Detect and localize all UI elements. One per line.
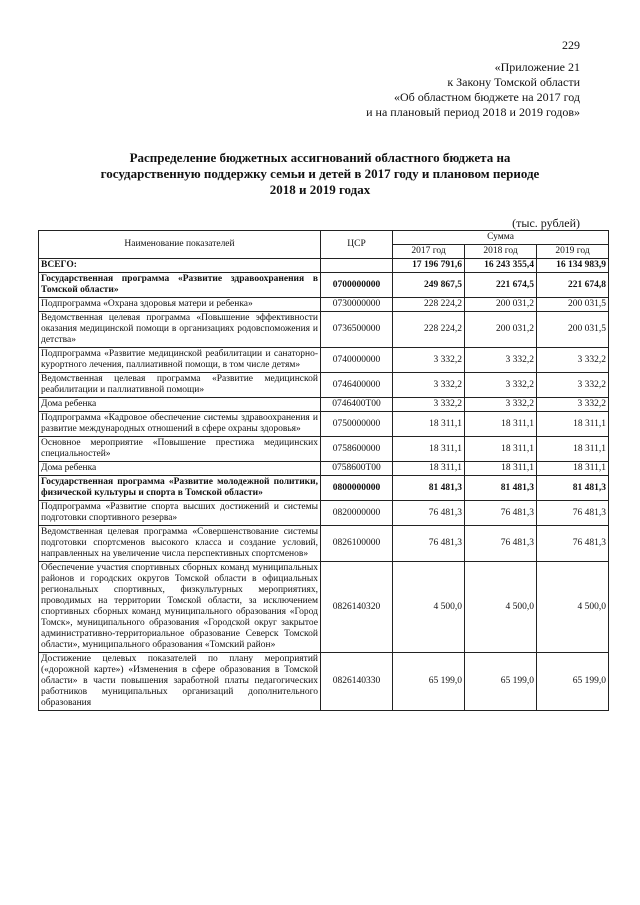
header-code: ЦСР bbox=[321, 231, 393, 259]
row-value-2018: 3 332,2 bbox=[465, 398, 537, 412]
table-row bbox=[39, 653, 609, 711]
header-name: Наименование показателей bbox=[39, 231, 321, 259]
row-value-2017: 18 311,1 bbox=[393, 412, 465, 437]
row-code: 0750000000 bbox=[321, 412, 393, 437]
row-value-2018: 200 031,2 bbox=[465, 312, 537, 348]
row-value-2018: 3 332,2 bbox=[465, 373, 537, 398]
row-value-2019: 76 481,3 bbox=[537, 501, 609, 526]
row-value-2019: 3 332,2 bbox=[537, 398, 609, 412]
row-code bbox=[321, 259, 393, 273]
row-value-2019: 65 199,0 bbox=[537, 653, 609, 711]
row-value-2018: 81 481,3 bbox=[465, 476, 537, 501]
row-name: Дома ребенка bbox=[39, 462, 321, 476]
row-value-2017: 17 196 791,6 bbox=[393, 259, 465, 273]
row-code: 0758600Т00 bbox=[321, 462, 393, 476]
row-value-2019: 3 332,2 bbox=[537, 348, 609, 373]
row-value-2019: 200 031,5 bbox=[537, 298, 609, 312]
row-name: Ведомственная целевая программа «Развитие медицинской реабилитации и паллиативной помощи» bbox=[39, 373, 321, 398]
row-value-2019: 16 134 983,9 bbox=[537, 259, 609, 273]
row-code: 0800000000 bbox=[321, 476, 393, 501]
row-name: Государственная программа «Развитие здравоохранения в Томской области» bbox=[39, 273, 321, 298]
row-code: 0700000000 bbox=[321, 273, 393, 298]
row-code: 0826140330 bbox=[321, 653, 393, 711]
table-row bbox=[39, 562, 609, 653]
table-row bbox=[39, 526, 609, 562]
row-value-2017: 3 332,2 bbox=[393, 373, 465, 398]
table-row bbox=[39, 437, 609, 462]
table-row bbox=[39, 462, 609, 476]
row-code: 0746400Т00 bbox=[321, 398, 393, 412]
row-value-2019: 18 311,1 bbox=[537, 462, 609, 476]
row-code: 0820000000 bbox=[321, 501, 393, 526]
row-name: Подпрограмма «Охрана здоровья матери и ребенка» bbox=[39, 298, 321, 312]
appendix-line: «Приложение 21 bbox=[494, 60, 580, 74]
row-name: Подпрограмма «Развитие спорта высших достижений и системы подготовки спортивного резерва» bbox=[39, 501, 321, 526]
row-value-2017: 76 481,3 bbox=[393, 501, 465, 526]
row-name: Подпрограмма «Развитие медицинской реабилитации и санаторно-курортного лечения, паллиативной помощи, в том числе детям» bbox=[39, 348, 321, 373]
row-value-2019: 76 481,3 bbox=[537, 526, 609, 562]
row-value-2017: 4 500,0 bbox=[393, 562, 465, 653]
row-name: Обеспечение участия спортивных сборных команд муниципальных районов и городских округов Томской области в официальных региональных спортивных, физкультурных мероприятиях, проводимых на территории Томской области, за исключением спортивных сборных команд муниципального образования «Город Томск», муниципального образования «Городской округ закрытое административно-территориальное образование Северск Томской области», муниципального образования «Томский район» bbox=[39, 562, 321, 653]
row-name: Достижение целевых показателей по плану мероприятий («дорожной карте») «Изменения в сфере образования в Томской области» в части повышения заработной платы педагогических работников муниципальных организаций дополнительного образования bbox=[39, 653, 321, 711]
table-row bbox=[39, 348, 609, 373]
appendix-reference bbox=[366, 60, 580, 120]
header-2019: 2019 год bbox=[537, 245, 609, 259]
row-value-2017: 18 311,1 bbox=[393, 437, 465, 462]
row-value-2017: 65 199,0 bbox=[393, 653, 465, 711]
appendix-line: «Об областном бюджете на 2017 год bbox=[394, 90, 580, 104]
row-name: Дома ребенка bbox=[39, 398, 321, 412]
row-name: Государственная программа «Развитие молодежной политики, физической культуры и спорта в Томской области» bbox=[39, 476, 321, 501]
row-value-2019: 3 332,2 bbox=[537, 373, 609, 398]
document-title bbox=[60, 150, 580, 198]
row-value-2018: 221 674,5 bbox=[465, 273, 537, 298]
title-line: 2018 и 2019 годах bbox=[269, 182, 371, 197]
row-name: Основное мероприятие «Повышение престижа медицинских специальностей» bbox=[39, 437, 321, 462]
row-name: Ведомственная целевая программа «Совершенствование системы подготовки спортсменов высокого класса и создание условий, направленных на увеличение числа перспективных спортсменов» bbox=[39, 526, 321, 562]
row-name: Подпрограмма «Кадровое обеспечение системы здравоохранения и развитие международных отношений в сфере охраны здоровья» bbox=[39, 412, 321, 437]
row-value-2019: 221 674,8 bbox=[537, 273, 609, 298]
row-value-2019: 18 311,1 bbox=[537, 412, 609, 437]
row-value-2018: 76 481,3 bbox=[465, 526, 537, 562]
row-value-2019: 200 031,5 bbox=[537, 312, 609, 348]
row-value-2018: 3 332,2 bbox=[465, 348, 537, 373]
table-row bbox=[39, 398, 609, 412]
units-label: (тыс. рублей) bbox=[512, 216, 580, 230]
header-sum: Сумма bbox=[393, 231, 609, 245]
appendix-line: к Закону Томской области bbox=[447, 75, 580, 89]
row-code: 0826140320 bbox=[321, 562, 393, 653]
header-2018: 2018 год bbox=[465, 245, 537, 259]
row-value-2017: 228 224,2 bbox=[393, 298, 465, 312]
row-value-2017: 3 332,2 bbox=[393, 398, 465, 412]
row-value-2018: 76 481,3 bbox=[465, 501, 537, 526]
row-value-2019: 81 481,3 bbox=[537, 476, 609, 501]
budget-table bbox=[38, 230, 609, 711]
page-number: 229 bbox=[562, 38, 580, 52]
row-code: 0736500000 bbox=[321, 312, 393, 348]
header-2017: 2017 год bbox=[393, 245, 465, 259]
row-code: 0758600000 bbox=[321, 437, 393, 462]
row-code: 0730000000 bbox=[321, 298, 393, 312]
row-code: 0826100000 bbox=[321, 526, 393, 562]
table-row bbox=[39, 501, 609, 526]
row-value-2018: 4 500,0 bbox=[465, 562, 537, 653]
appendix-line: и на плановый период 2018 и 2019 годов» bbox=[366, 105, 580, 119]
row-value-2018: 65 199,0 bbox=[465, 653, 537, 711]
row-value-2017: 228 224,2 bbox=[393, 312, 465, 348]
title-line: Распределение бюджетных ассигнований областного бюджета на bbox=[129, 150, 511, 165]
row-value-2018: 200 031,2 bbox=[465, 298, 537, 312]
row-value-2017: 18 311,1 bbox=[393, 462, 465, 476]
row-value-2017: 81 481,3 bbox=[393, 476, 465, 501]
row-value-2017: 249 867,5 bbox=[393, 273, 465, 298]
row-value-2018: 18 311,1 bbox=[465, 412, 537, 437]
table-row-total bbox=[39, 259, 609, 273]
table-row bbox=[39, 298, 609, 312]
row-value-2019: 4 500,0 bbox=[537, 562, 609, 653]
row-value-2018: 18 311,1 bbox=[465, 462, 537, 476]
row-value-2018: 16 243 355,4 bbox=[465, 259, 537, 273]
row-value-2017: 76 481,3 bbox=[393, 526, 465, 562]
row-code: 0740000000 bbox=[321, 348, 393, 373]
table-row bbox=[39, 412, 609, 437]
row-value-2017: 3 332,2 bbox=[393, 348, 465, 373]
row-name: Ведомственная целевая программа «Повышение эффективности оказания медицинской помощи в организациях родовспоможения и детства» bbox=[39, 312, 321, 348]
table-row bbox=[39, 312, 609, 348]
title-line: государственную поддержку семьи и детей в 2017 году и плановом периоде bbox=[100, 166, 540, 181]
table-row bbox=[39, 476, 609, 501]
table-row bbox=[39, 373, 609, 398]
row-value-2018: 18 311,1 bbox=[465, 437, 537, 462]
row-value-2019: 18 311,1 bbox=[537, 437, 609, 462]
row-name: ВСЕГО: bbox=[39, 259, 321, 273]
table-row bbox=[39, 273, 609, 298]
row-code: 0746400000 bbox=[321, 373, 393, 398]
